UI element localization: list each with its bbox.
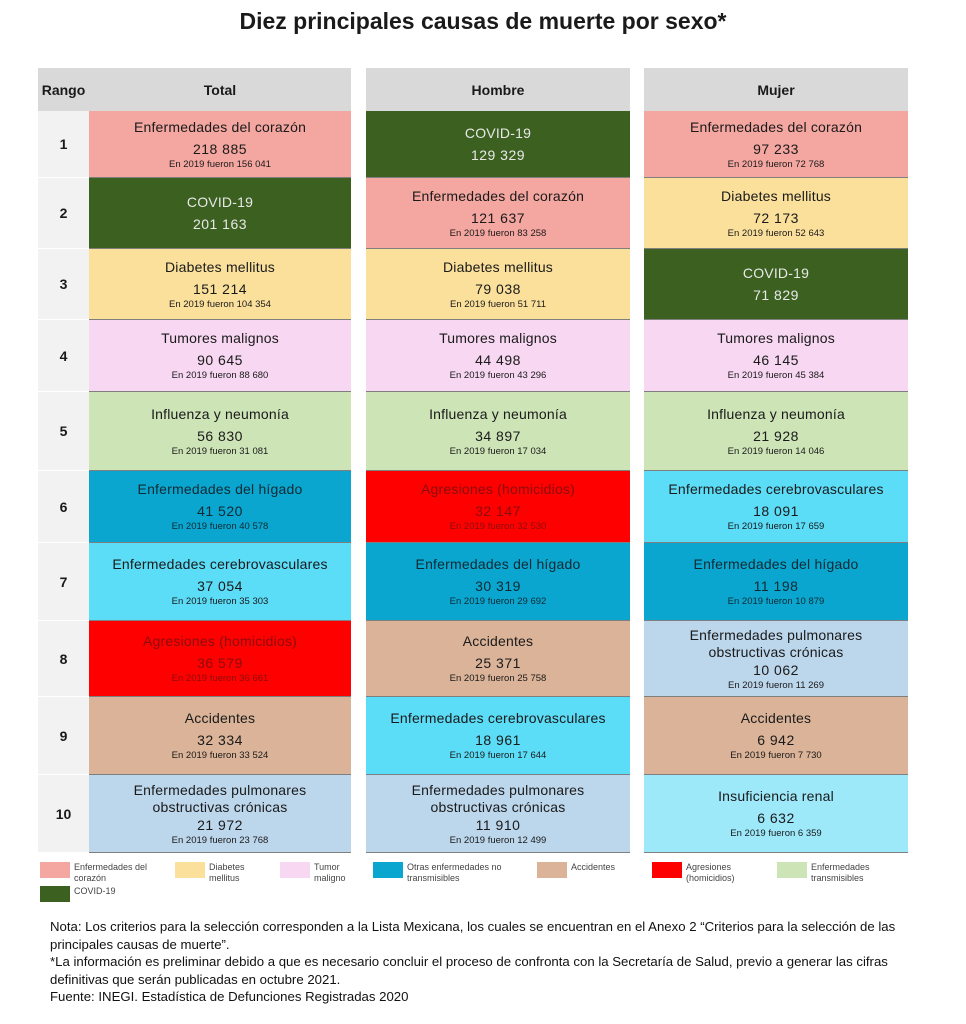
previous-year-count: En 2019 fueron 156 041 [169,158,271,170]
death-count: 11 910 [475,816,521,833]
previous-year-count: En 2019 fueron 32 530 [449,521,547,532]
legend-item [777,862,907,884]
cause-name: Tumores malignos [439,330,557,346]
death-count: 151 214 [192,280,248,297]
previous-year-count: En 2019 fueron 31 081 [171,445,269,457]
legend-item [175,862,270,884]
cause-cell [366,471,630,543]
cause-name: Accidentes [740,710,812,726]
legend-swatch [777,862,807,878]
previous-year-count: En 2019 fueron 7 730 [730,750,822,761]
cause-name: Tumores malignos [717,330,835,346]
cause-name: COVID-19 [742,264,810,281]
column-header-total: Total [89,68,351,111]
previous-year-count: En 2019 fueron 17 659 [727,521,825,532]
cause-cell [644,249,908,320]
cause-name: COVID-19 [186,193,254,210]
legend-swatch [537,862,567,878]
note-preliminary: *La información es preliminar debido a que es necesario concluir el proceso de confronta con la Secretaría de Salud, previo a generar las cifras definitivas que serán publicadas en octubre 2021. [50,954,888,987]
legend [40,862,920,908]
legend-label: Enfermedades del corazón [74,862,148,883]
rank-cell: 8 [38,621,89,697]
column-header-hombre: Hombre [366,68,630,111]
legend-item [40,886,140,902]
legend-label: Enfermedades transmisibles [811,862,870,883]
cause-cell [89,621,351,697]
column-total [89,68,351,846]
previous-year-count: En 2019 fueron 104 354 [169,298,271,310]
cause-name: Influenza y neumonía [429,405,567,422]
death-count: 21 928 [753,427,799,444]
previous-year-count: En 2019 fueron 52 643 [727,227,825,239]
cause-name: Agresiones (homicidios) [421,481,575,497]
previous-year-count: En 2019 fueron 36 661 [171,673,269,684]
cause-cell [644,621,908,697]
death-count: 121 637 [470,209,526,226]
cause-cell [644,775,908,853]
previous-year-count: En 2019 fueron 72 768 [727,158,825,170]
cause-cell [366,543,630,621]
cause-name: Diabetes mellitus [165,258,275,275]
cause-cell [89,249,351,320]
cause-cell [89,111,351,178]
death-count: 44 498 [475,352,521,368]
cause-cell [366,392,630,471]
rank-cell: 6 [38,471,89,543]
cause-cell [366,775,630,853]
death-count: 37 054 [197,578,243,594]
legend-label: Agresiones (homicidios) [686,862,735,883]
legend-swatch [40,886,70,902]
cause-name: Tumores malignos [161,330,279,346]
column-mujer [644,68,908,839]
previous-year-count: En 2019 fueron 14 046 [727,445,825,457]
cause-name: Diabetes mellitus [721,187,831,204]
cause-name: Accidentes [184,710,256,726]
death-count: 72 173 [753,209,799,226]
previous-year-count: En 2019 fueron 33 524 [171,750,269,761]
cause-name: Enfermedades pulmonares obstructivas crónicas [689,626,863,660]
rank-header: Rango [38,68,89,111]
legend-label: Diabetes mellitus [209,862,245,883]
cause-cell [366,178,630,249]
death-count: 30 319 [475,578,521,594]
previous-year-count: En 2019 fueron 6 359 [730,828,822,839]
cause-name: Enfermedades del corazón [133,118,307,135]
legend-label: Accidentes [571,862,616,872]
cause-name: Insuficiencia renal [718,788,834,804]
cause-cell [89,543,351,621]
previous-year-count: En 2019 fueron 88 680 [171,370,269,381]
legend-item [280,862,365,884]
previous-year-count: En 2019 fueron 29 692 [449,596,547,607]
column-hombre [366,68,630,846]
death-count: 32 147 [475,503,521,519]
legend-item [537,862,647,878]
footnotes [50,918,930,1006]
cause-name: Enfermedades pulmonares obstructivas crónicas [411,781,585,815]
previous-year-count: En 2019 fueron 35 303 [171,596,269,607]
previous-year-count: En 2019 fueron 12 499 [449,834,547,846]
cause-name: Enfermedades cerebrovasculares [390,710,606,726]
rank-cell: 10 [38,775,89,853]
cause-name: Accidentes [462,633,534,649]
death-count: 90 645 [197,352,243,368]
previous-year-count: En 2019 fueron 45 384 [727,370,825,381]
page-title: Diez principales causas de muerte por sexo* [239,8,727,34]
rank-cell: 2 [38,178,89,249]
cause-cell [89,471,351,543]
death-count: 6 942 [757,732,795,748]
cause-cell [644,320,908,392]
death-count: 25 371 [475,655,521,671]
death-count: 36 579 [197,655,243,671]
rank-cell: 5 [38,392,89,471]
death-count: 129 329 [470,146,526,163]
legend-item [652,862,772,884]
death-count: 21 972 [197,816,243,833]
cause-cell [644,471,908,543]
death-count: 79 038 [475,280,521,297]
cause-cell [644,543,908,621]
previous-year-count: En 2019 fueron 43 296 [449,370,547,381]
cause-name: Enfermedades del corazón [411,187,585,204]
cause-cell [89,392,351,471]
cause-name: Diabetes mellitus [443,258,553,275]
cause-cell [366,111,630,178]
legend-swatch [280,862,310,878]
rank-cell: 9 [38,697,89,775]
legend-item [373,862,523,884]
column-header-mujer: Mujer [644,68,908,111]
legend-swatch [373,862,403,878]
note-criteria: Nota: Los criterios para la selección corresponden a la Lista Mexicana, los cuales se encuentran en el Anexo 2 “Criterios para la selección de las principales causas de muerte”. [50,919,896,952]
cause-cell [366,621,630,697]
rank-cell: 1 [38,111,89,178]
cause-cell [366,697,630,775]
cause-cell [89,697,351,775]
death-count: 46 145 [753,352,799,368]
cause-name: Enfermedades del hígado [693,556,859,572]
cause-cell [644,111,908,178]
cause-cell [366,249,630,320]
cause-cell [644,697,908,775]
cause-cell [89,775,351,853]
death-count: 18 961 [475,732,521,748]
death-count: 6 632 [757,810,795,826]
death-count: 41 520 [197,503,243,519]
previous-year-count: En 2019 fueron 17 034 [449,445,547,457]
cause-name: COVID-19 [464,124,532,141]
cause-name: Influenza y neumonía [151,405,289,422]
rank-cell: 3 [38,249,89,320]
cause-name: Agresiones (homicidios) [143,633,297,649]
legend-label: Otras enfermedades no transmisibles [407,862,502,883]
cause-name: Enfermedades cerebrovasculares [112,556,328,572]
cause-name: Enfermedades cerebrovasculares [668,481,884,497]
cause-cell [366,320,630,392]
previous-year-count: En 2019 fueron 10 879 [727,596,825,607]
note-source: Fuente: INEGI. Estadística de Defunciones Registradas 2020 [50,989,409,1004]
legend-label: COVID-19 [74,886,116,896]
cause-cell [89,320,351,392]
legend-item [40,862,160,884]
death-count: 18 091 [753,503,799,519]
cause-name: Enfermedades del hígado [137,481,303,497]
cause-name: Enfermedades del hígado [415,556,581,572]
legend-swatch [175,862,205,878]
cause-name: Enfermedades del corazón [689,118,863,135]
cause-name: Influenza y neumonía [707,405,845,422]
previous-year-count: En 2019 fueron 83 258 [449,227,547,239]
previous-year-count: En 2019 fueron 11 269 [728,679,824,691]
cause-cell [644,392,908,471]
rank-cell: 4 [38,320,89,392]
death-count: 71 829 [753,286,799,303]
death-count: 32 334 [197,732,243,748]
death-count: 34 897 [475,427,521,444]
previous-year-count: En 2019 fueron 23 768 [171,834,269,846]
death-count: 11 198 [753,578,799,594]
cause-cell [89,178,351,249]
death-count: 10 062 [753,661,799,678]
legend-label: Tumor maligno [314,862,346,883]
cause-cell [644,178,908,249]
previous-year-count: En 2019 fueron 40 578 [171,521,269,532]
cause-name: Enfermedades pulmonares obstructivas crónicas [133,781,307,815]
previous-year-count: En 2019 fueron 51 711 [450,298,546,310]
death-count: 97 233 [753,140,799,157]
previous-year-count: En 2019 fueron 25 758 [449,673,547,684]
legend-swatch [652,862,682,878]
death-count: 56 830 [197,427,243,444]
legend-swatch [40,862,70,878]
rank-cell: 7 [38,543,89,621]
previous-year-count: En 2019 fueron 17 644 [449,750,547,761]
death-count: 201 163 [192,215,248,232]
death-count: 218 885 [192,140,248,157]
